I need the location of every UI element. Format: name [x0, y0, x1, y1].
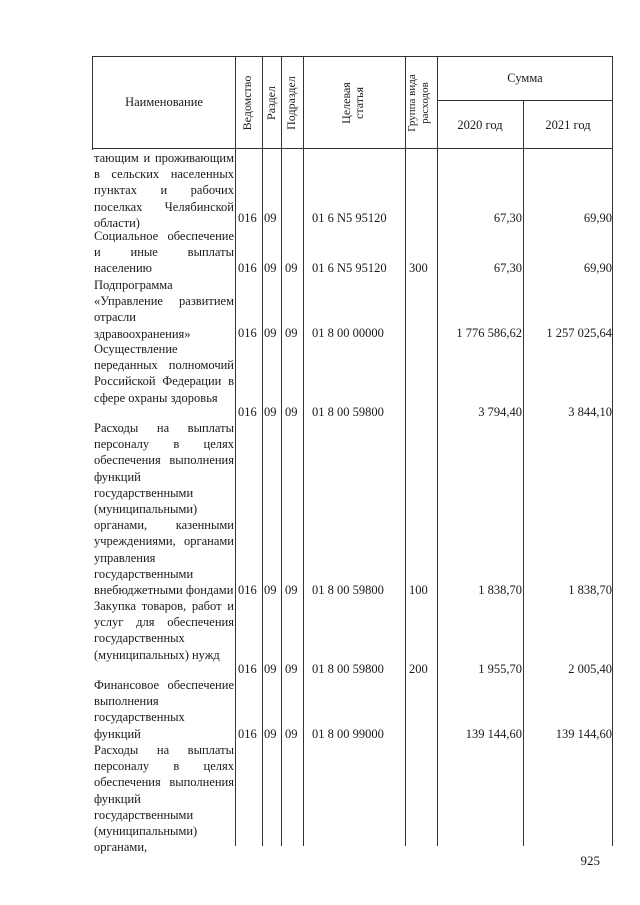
page-number: 925 [580, 853, 600, 868]
table-cell-cs: 01 8 00 59800 [312, 662, 384, 676]
header-vedomstvo: Ведомство [240, 75, 254, 131]
header-gruppa [406, 58, 436, 148]
table-cell-sum2020: 1 838,70 [478, 583, 522, 597]
header-tselevaya [340, 58, 370, 148]
table-cell-sum2020: 139 144,60 [465, 727, 522, 741]
table-row-name: Закупка товаров, работ и услуг для обеспечения государственных (муниципальных) нужд [94, 599, 234, 662]
table-cell-razd: 09 [264, 727, 277, 741]
table-cell-razd: 09 [264, 583, 277, 597]
col-line-podr [303, 56, 304, 846]
header-gruppa-line1: Группа вида [406, 74, 418, 132]
table-cell-podr: 09 [285, 583, 298, 597]
table-cell-podr: 09 [285, 261, 298, 275]
table-cell-sum2021: 1 838,70 [568, 583, 612, 597]
table-cell-sum2021: 3 844,10 [568, 405, 612, 419]
header-tselevaya-line1: Целевая [339, 82, 353, 124]
table-cell-podr: 09 [285, 662, 298, 676]
header-year-2020: 2020 год [457, 118, 503, 132]
table-cell-ved: 016 [238, 405, 257, 419]
table-cell-cs: 01 8 00 00000 [312, 326, 384, 340]
header-razdel: Раздел [264, 86, 278, 120]
table-row-name: Финансовое обеспечение выполнения государственных функций [94, 678, 234, 741]
table-cell-razd: 09 [264, 405, 277, 419]
table-cell-sum2020: 3 794,40 [478, 405, 522, 419]
table-cell-sum2021: 2 005,40 [568, 662, 612, 676]
table-cell-sum2021: 1 257 025,64 [546, 326, 612, 340]
table-cell-vr: 300 [409, 261, 428, 275]
table-cell-vr: 200 [409, 662, 428, 676]
table-cell-sum2020: 67,30 [493, 261, 522, 275]
col-line-cs [405, 56, 406, 846]
table-cell-podr: 09 [285, 405, 298, 419]
col-line-vr [437, 56, 438, 846]
table-cell-ved: 016 [238, 662, 257, 676]
col-line-razd [281, 56, 282, 846]
table-row-name: тающим и проживающим в сельских населенных пунктах и рабочих поселках Челябинской области) [94, 151, 234, 230]
table-row-name: Подпрограмма «Управление развитием отрасли здравоохранения» [94, 278, 234, 341]
table-cell-podr: 09 [285, 326, 298, 340]
table-cell-cs: 01 6 N5 95120 [312, 211, 387, 225]
col-line-right [612, 56, 613, 846]
table-cell-cs: 01 6 N5 95120 [312, 261, 387, 275]
table-cell-cs: 01 8 00 59800 [312, 583, 384, 597]
table-cell-sum2021: 69,90 [583, 261, 612, 275]
table-cell-sum2020: 1 955,70 [478, 662, 522, 676]
header-gruppa-line2: расходов [419, 82, 431, 124]
summa-divider [437, 100, 613, 101]
col-line-ved [262, 56, 263, 846]
header-summa: Сумма [507, 71, 543, 85]
table-cell-podr: 09 [285, 727, 298, 741]
col-line-name [235, 56, 236, 846]
header-name: Наименование [125, 95, 203, 109]
table-cell-vr: 100 [409, 583, 428, 597]
header-podrazdel: Подраздел [284, 76, 298, 130]
table-row-name: Осуществление переданных полномочий Российской Федерации в сфере охраны здоровья [94, 342, 234, 405]
table-row-name: Расходы на выплаты персоналу в целях обеспечения выполнения функций государственными (муниципальными) органами, казенными учреждениями, органами управления государственными внебюджетными фондами [94, 421, 234, 598]
header-tselevaya-line2: статья [352, 87, 366, 119]
table-cell-razd: 09 [264, 662, 277, 676]
table-cell-ved: 016 [238, 326, 257, 340]
col-line-s1 [523, 100, 524, 846]
table-top-border [92, 56, 613, 57]
table-cell-razd: 09 [264, 261, 277, 275]
table-cell-razd: 09 [264, 211, 277, 225]
table-cell-sum2020: 1 776 586,62 [456, 326, 522, 340]
table-cell-ved: 016 [238, 583, 257, 597]
table-cell-sum2021: 139 144,60 [555, 727, 612, 741]
table-cell-sum2021: 69,90 [583, 211, 612, 225]
table-cell-razd: 09 [264, 326, 277, 340]
table-cell-ved: 016 [238, 211, 257, 225]
table-row-name: Социальное обеспечение и иные выплаты населению [94, 229, 234, 276]
table-cell-cs: 01 8 00 59800 [312, 405, 384, 419]
table-cell-ved: 016 [238, 261, 257, 275]
header-bottom-border [92, 148, 613, 149]
table-cell-sum2020: 67,30 [493, 211, 522, 225]
header-year-2021: 2021 год [545, 118, 591, 132]
table-row-name: Расходы на выплаты персоналу в целях обеспечения выполнения функций государственными (муниципальными) органами, [94, 743, 234, 855]
table-cell-cs: 01 8 00 99000 [312, 727, 384, 741]
table-cell-ved: 016 [238, 727, 257, 741]
